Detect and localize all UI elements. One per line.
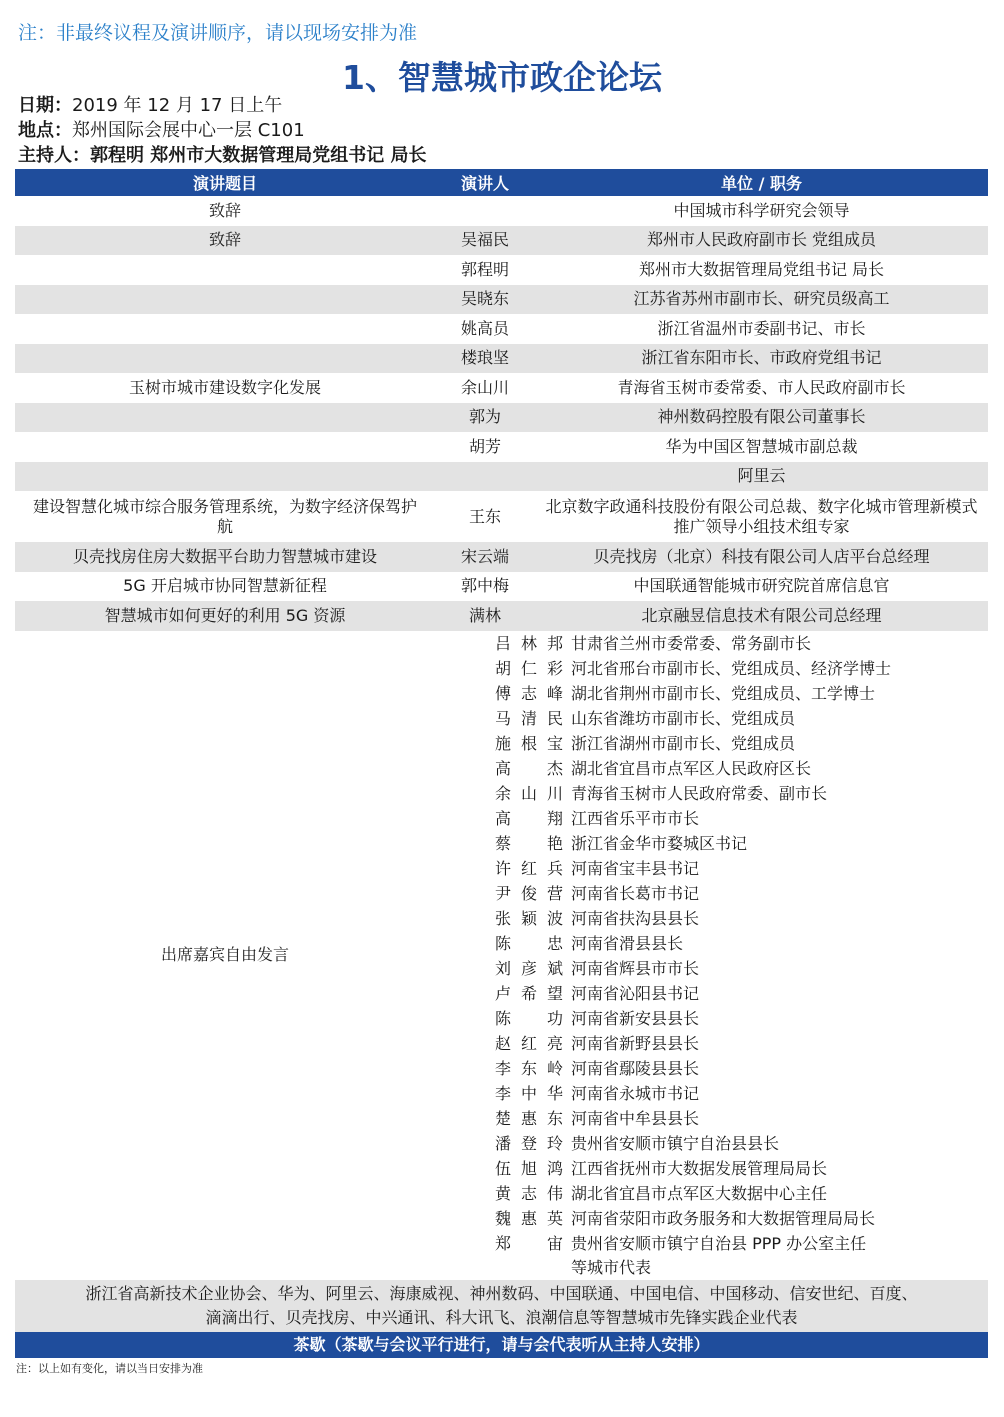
guest-position: 贵州省安顺市镇宁自治县 PPP 办公室主任 [571, 1233, 867, 1253]
table-row [15, 344, 988, 374]
guest-position: 河南省新野县县长 [571, 1033, 700, 1053]
guest-row [495, 1006, 984, 1031]
header-speaker: 演讲人 [435, 169, 535, 196]
guest-tail: 等城市代表 [571, 1257, 652, 1277]
guest-name: 卢希望 [495, 983, 563, 1003]
table-row [15, 373, 988, 403]
guest-position: 湖北省宜昌市点军区人民政府区长 [571, 758, 812, 778]
table-row [15, 255, 988, 285]
speaker-cell [435, 196, 535, 226]
guest-position: 浙江省金华市婺城区书记 [571, 833, 748, 853]
org-cell: 江苏省苏州市副市长、研究员级高工 [535, 285, 988, 315]
guest-position: 甘肃省兰州市委常委、常务副市长 [571, 633, 812, 653]
topic-cell: 建设智慧化城市综合服务管理系统，为数字经济保驾护航 [15, 491, 435, 542]
guest-name: 郑 宙 [495, 1233, 563, 1253]
guest-name: 吕林邦 [495, 633, 563, 653]
guest-position: 河南省新安县县长 [571, 1008, 700, 1028]
enterprise-line-1: 浙江省高新技术企业协会、华为、阿里云、海康威视、神州数码、中国联通、中国电信、中国移动、信安世纪、百度、 [85, 1283, 918, 1303]
guest-row [495, 1131, 984, 1156]
speaker-cell: 郭中梅 [435, 572, 535, 602]
guest-position: 河南省荥阳市政务服务和大数据管理局局长 [571, 1208, 876, 1228]
top-note: 注：非最终议程及演讲顺序，请以现场安排为准 [18, 22, 418, 44]
guest-row [495, 956, 984, 981]
table-row [15, 226, 988, 256]
org-cell: 中国城市科学研究会领导 [535, 196, 988, 226]
org-cell: 北京融昱信息技术有限公司总经理 [535, 601, 988, 631]
speaker-cell: 吴福民 [435, 226, 535, 256]
guest-row [495, 1031, 984, 1056]
table-row [15, 196, 988, 226]
tea-break-cell: 茶歇（茶歇与会议平行进行，请与会代表听从主持人安排） [15, 1332, 988, 1358]
guest-position: 湖北省宜昌市点军区大数据中心主任 [571, 1183, 828, 1203]
date-line [18, 91, 282, 117]
guest-row [495, 731, 984, 756]
guest-name: 赵红亮 [495, 1033, 563, 1053]
host-line [18, 141, 427, 167]
table-row [15, 491, 988, 542]
location-label: 地点： [18, 120, 72, 141]
table-row [15, 462, 988, 492]
guest-row [495, 831, 984, 856]
speaker-cell: 吴晓东 [435, 285, 535, 315]
host-value: 郭程明 郑州市大数据管理局党组书记 局长 [90, 145, 427, 166]
guest-row [495, 631, 984, 656]
guest-row [495, 856, 984, 881]
guest-row [495, 931, 984, 956]
enterprise-line-2: 滴滴出行、贝壳找房、中兴通讯、科大讯飞、浪潮信息等智慧城市先锋实践企业代表 [205, 1307, 798, 1327]
topic-cell: 5G 开启城市协同智慧新征程 [15, 572, 435, 602]
topic-cell [15, 255, 435, 285]
guest-row [495, 981, 984, 1006]
guest-row [495, 881, 984, 906]
org-cell: 浙江省温州市委副书记、市长 [535, 314, 988, 344]
bottom-note: 注：以上如有变化，请以当日安排为准 [16, 1362, 203, 1375]
org-cell: 阿里云 [535, 462, 988, 492]
table-row [15, 285, 988, 315]
topic-cell: 玉树市城市建设数字化发展 [15, 373, 435, 403]
topic-cell [15, 344, 435, 374]
speaker-cell: 胡芳 [435, 432, 535, 462]
guest-position: 河南省鄢陵县县长 [571, 1058, 700, 1078]
speaker-cell: 宋云端 [435, 542, 535, 572]
guest-name: 陈 功 [495, 1008, 563, 1028]
guest-row [495, 906, 984, 931]
guest-position: 河南省宝丰县书记 [571, 858, 700, 878]
guest-row [495, 1206, 984, 1231]
guest-name: 许红兵 [495, 858, 563, 878]
tea-break-row [15, 1332, 988, 1358]
guest-name: 尹俊营 [495, 883, 563, 903]
guest-section-row [15, 631, 988, 1280]
guest-name: 潘登玲 [495, 1133, 563, 1153]
agenda-table [15, 169, 988, 1358]
guest-name: 傅志峰 [495, 683, 563, 703]
topic-cell: 贝壳找房住房大数据平台助力智慧城市建设 [15, 542, 435, 572]
topic-cell [15, 432, 435, 462]
speaker-cell: 郭程明 [435, 255, 535, 285]
enterprise-row [15, 1280, 988, 1332]
guest-list [435, 631, 988, 1280]
speaker-cell: 楼琅坚 [435, 344, 535, 374]
guest-position: 河南省长葛市书记 [571, 883, 700, 903]
guest-list-container [495, 631, 984, 1256]
speaker-cell: 郭为 [435, 403, 535, 433]
topic-cell [15, 462, 435, 492]
header-topic: 演讲题目 [15, 169, 435, 196]
topic-cell [15, 314, 435, 344]
table-row [15, 542, 988, 572]
speaker-cell: 余山川 [435, 373, 535, 403]
org-cell: 郑州市大数据管理局党组书记 局长 [535, 255, 988, 285]
guest-name: 楚惠东 [495, 1108, 563, 1128]
guest-position: 青海省玉树市人民政府常委、副市长 [571, 783, 828, 803]
table-row [15, 572, 988, 602]
guest-row [495, 806, 984, 831]
guest-name: 刘彦斌 [495, 958, 563, 978]
guest-row [495, 1231, 984, 1256]
guest-row [495, 756, 984, 781]
header-org: 单位 / 职务 [535, 169, 988, 196]
guest-position: 浙江省湖州市副市长、党组成员 [571, 733, 796, 753]
enterprise-cell [15, 1280, 988, 1332]
org-cell: 中国联通智能城市研究院首席信息官 [535, 572, 988, 602]
guest-name: 胡仁彩 [495, 658, 563, 678]
guest-row [495, 1181, 984, 1206]
org-cell: 青海省玉树市委常委、市人民政府副市长 [535, 373, 988, 403]
guest-position: 河南省永城市书记 [571, 1083, 700, 1103]
speaker-cell [435, 462, 535, 492]
guest-row [495, 1056, 984, 1081]
guest-name: 李中华 [495, 1083, 563, 1103]
org-cell: 北京数字政通科技股份有限公司总裁、数字化城市管理新模式推广领导小组技术组专家 [535, 491, 988, 542]
guest-name: 伍旭鸿 [495, 1158, 563, 1178]
table-row [15, 403, 988, 433]
topic-cell [15, 403, 435, 433]
topic-cell: 致辞 [15, 226, 435, 256]
org-cell: 浙江省东阳市长、市政府党组书记 [535, 344, 988, 374]
guest-position: 河南省滑县县长 [571, 933, 684, 953]
guest-row [495, 656, 984, 681]
guest-position: 湖北省荆州市副市长、党组成员、工学博士 [571, 683, 876, 703]
guest-row [495, 1081, 984, 1106]
guest-row [495, 1156, 984, 1181]
page-title: 1、智慧城市政企论坛 [342, 58, 662, 97]
speaker-cell: 王东 [435, 491, 535, 542]
guest-position: 河南省辉县市市长 [571, 958, 700, 978]
org-cell: 神州数码控股有限公司董事长 [535, 403, 988, 433]
table-row [15, 432, 988, 462]
guest-row [495, 1106, 984, 1131]
guest-name: 蔡 艳 [495, 833, 563, 853]
guest-row [495, 781, 984, 806]
topic-cell [15, 285, 435, 315]
date-value: 2019 年 12 月 17 日上午 [72, 95, 283, 116]
org-cell: 郑州市人民政府副市长 党组成员 [535, 226, 988, 256]
guest-name: 黄志伟 [495, 1183, 563, 1203]
topic-cell: 智慧城市如何更好的利用 5G 资源 [15, 601, 435, 631]
location-value: 郑州国际会展中心一层 C101 [72, 120, 305, 141]
location-line [18, 116, 305, 142]
guest-position: 江西省乐平市市长 [571, 808, 700, 828]
org-cell: 华为中国区智慧城市副总裁 [535, 432, 988, 462]
guest-row [495, 681, 984, 706]
table-header-row [15, 169, 988, 196]
guest-position: 江西省抚州市大数据发展管理局局长 [571, 1158, 828, 1178]
topic-cell: 致辞 [15, 196, 435, 226]
speaker-cell: 姚高员 [435, 314, 535, 344]
guest-name: 施根宝 [495, 733, 563, 753]
guest-name: 高 杰 [495, 758, 563, 778]
guest-name: 陈 忠 [495, 933, 563, 953]
guest-name: 马清民 [495, 708, 563, 728]
host-label: 主持人： [18, 145, 90, 166]
date-label: 日期： [18, 95, 72, 116]
guest-name: 张颖波 [495, 908, 563, 928]
guest-name: 余山川 [495, 783, 563, 803]
table-row [15, 314, 988, 344]
guest-position: 山东省潍坊市副市长、党组成员 [571, 708, 796, 728]
guest-position: 河南省扶沟县县长 [571, 908, 700, 928]
speaker-cell: 满林 [435, 601, 535, 631]
guest-row [495, 706, 984, 731]
guest-topic-cell: 出席嘉宾自由发言 [15, 631, 435, 1280]
guest-name: 高 翔 [495, 808, 563, 828]
guest-position: 贵州省安顺市镇宁自治县县长 [571, 1133, 780, 1153]
guest-position: 河北省邢台市副市长、党组成员、经济学博士 [571, 658, 892, 678]
guest-position: 河南省中牟县县长 [571, 1108, 700, 1128]
table-row [15, 601, 988, 631]
org-cell: 贝壳找房（北京）科技有限公司人店平台总经理 [535, 542, 988, 572]
guest-name: 李东岭 [495, 1058, 563, 1078]
guest-position: 河南省沁阳县书记 [571, 983, 700, 1003]
guest-name: 魏惠英 [495, 1208, 563, 1228]
